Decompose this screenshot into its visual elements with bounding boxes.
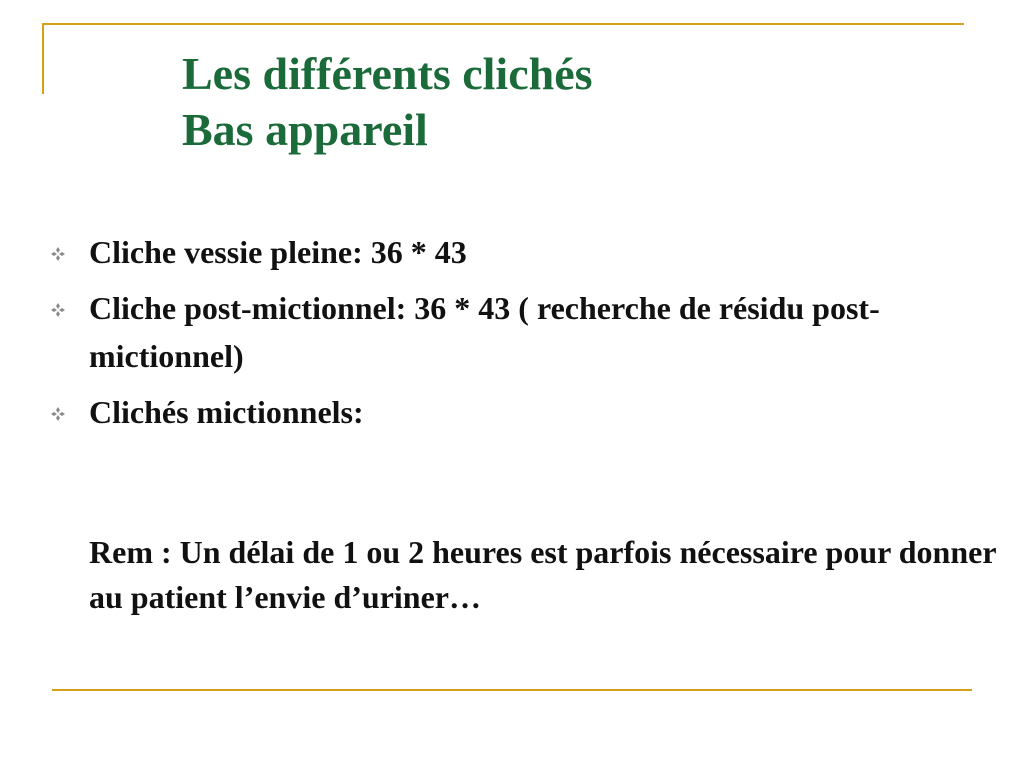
- slide-content: [48, 228, 998, 620]
- bullet-item: [48, 228, 998, 276]
- bottom-rule-line: [52, 689, 972, 691]
- remark-text: Rem : Un délai de 1 ou 2 heures est parfois nécessaire pour donner au patient l’envie d’uriner…: [89, 534, 996, 615]
- four-diamond-bullet-icon: [50, 246, 66, 262]
- left-rule-line: [42, 23, 44, 94]
- four-diamond-bullet-icon: [50, 406, 66, 422]
- bullet-list: [48, 228, 998, 436]
- bullet-text: Cliche post-mictionnel: 36 * 43 ( recherche de résidu post-mictionnel): [89, 290, 880, 374]
- bullet-item: [48, 388, 998, 436]
- top-rule-line: [42, 23, 964, 25]
- title-line-1: Les différents clichés: [182, 48, 593, 99]
- slide-title: [182, 46, 593, 158]
- bullet-text: Cliche vessie pleine: 36 * 43: [89, 234, 467, 270]
- bullet-item: [48, 284, 998, 380]
- four-diamond-bullet-icon: [50, 302, 66, 318]
- title-line-2: Bas appareil: [182, 104, 428, 155]
- bullet-text: Clichés mictionnels:: [89, 394, 364, 430]
